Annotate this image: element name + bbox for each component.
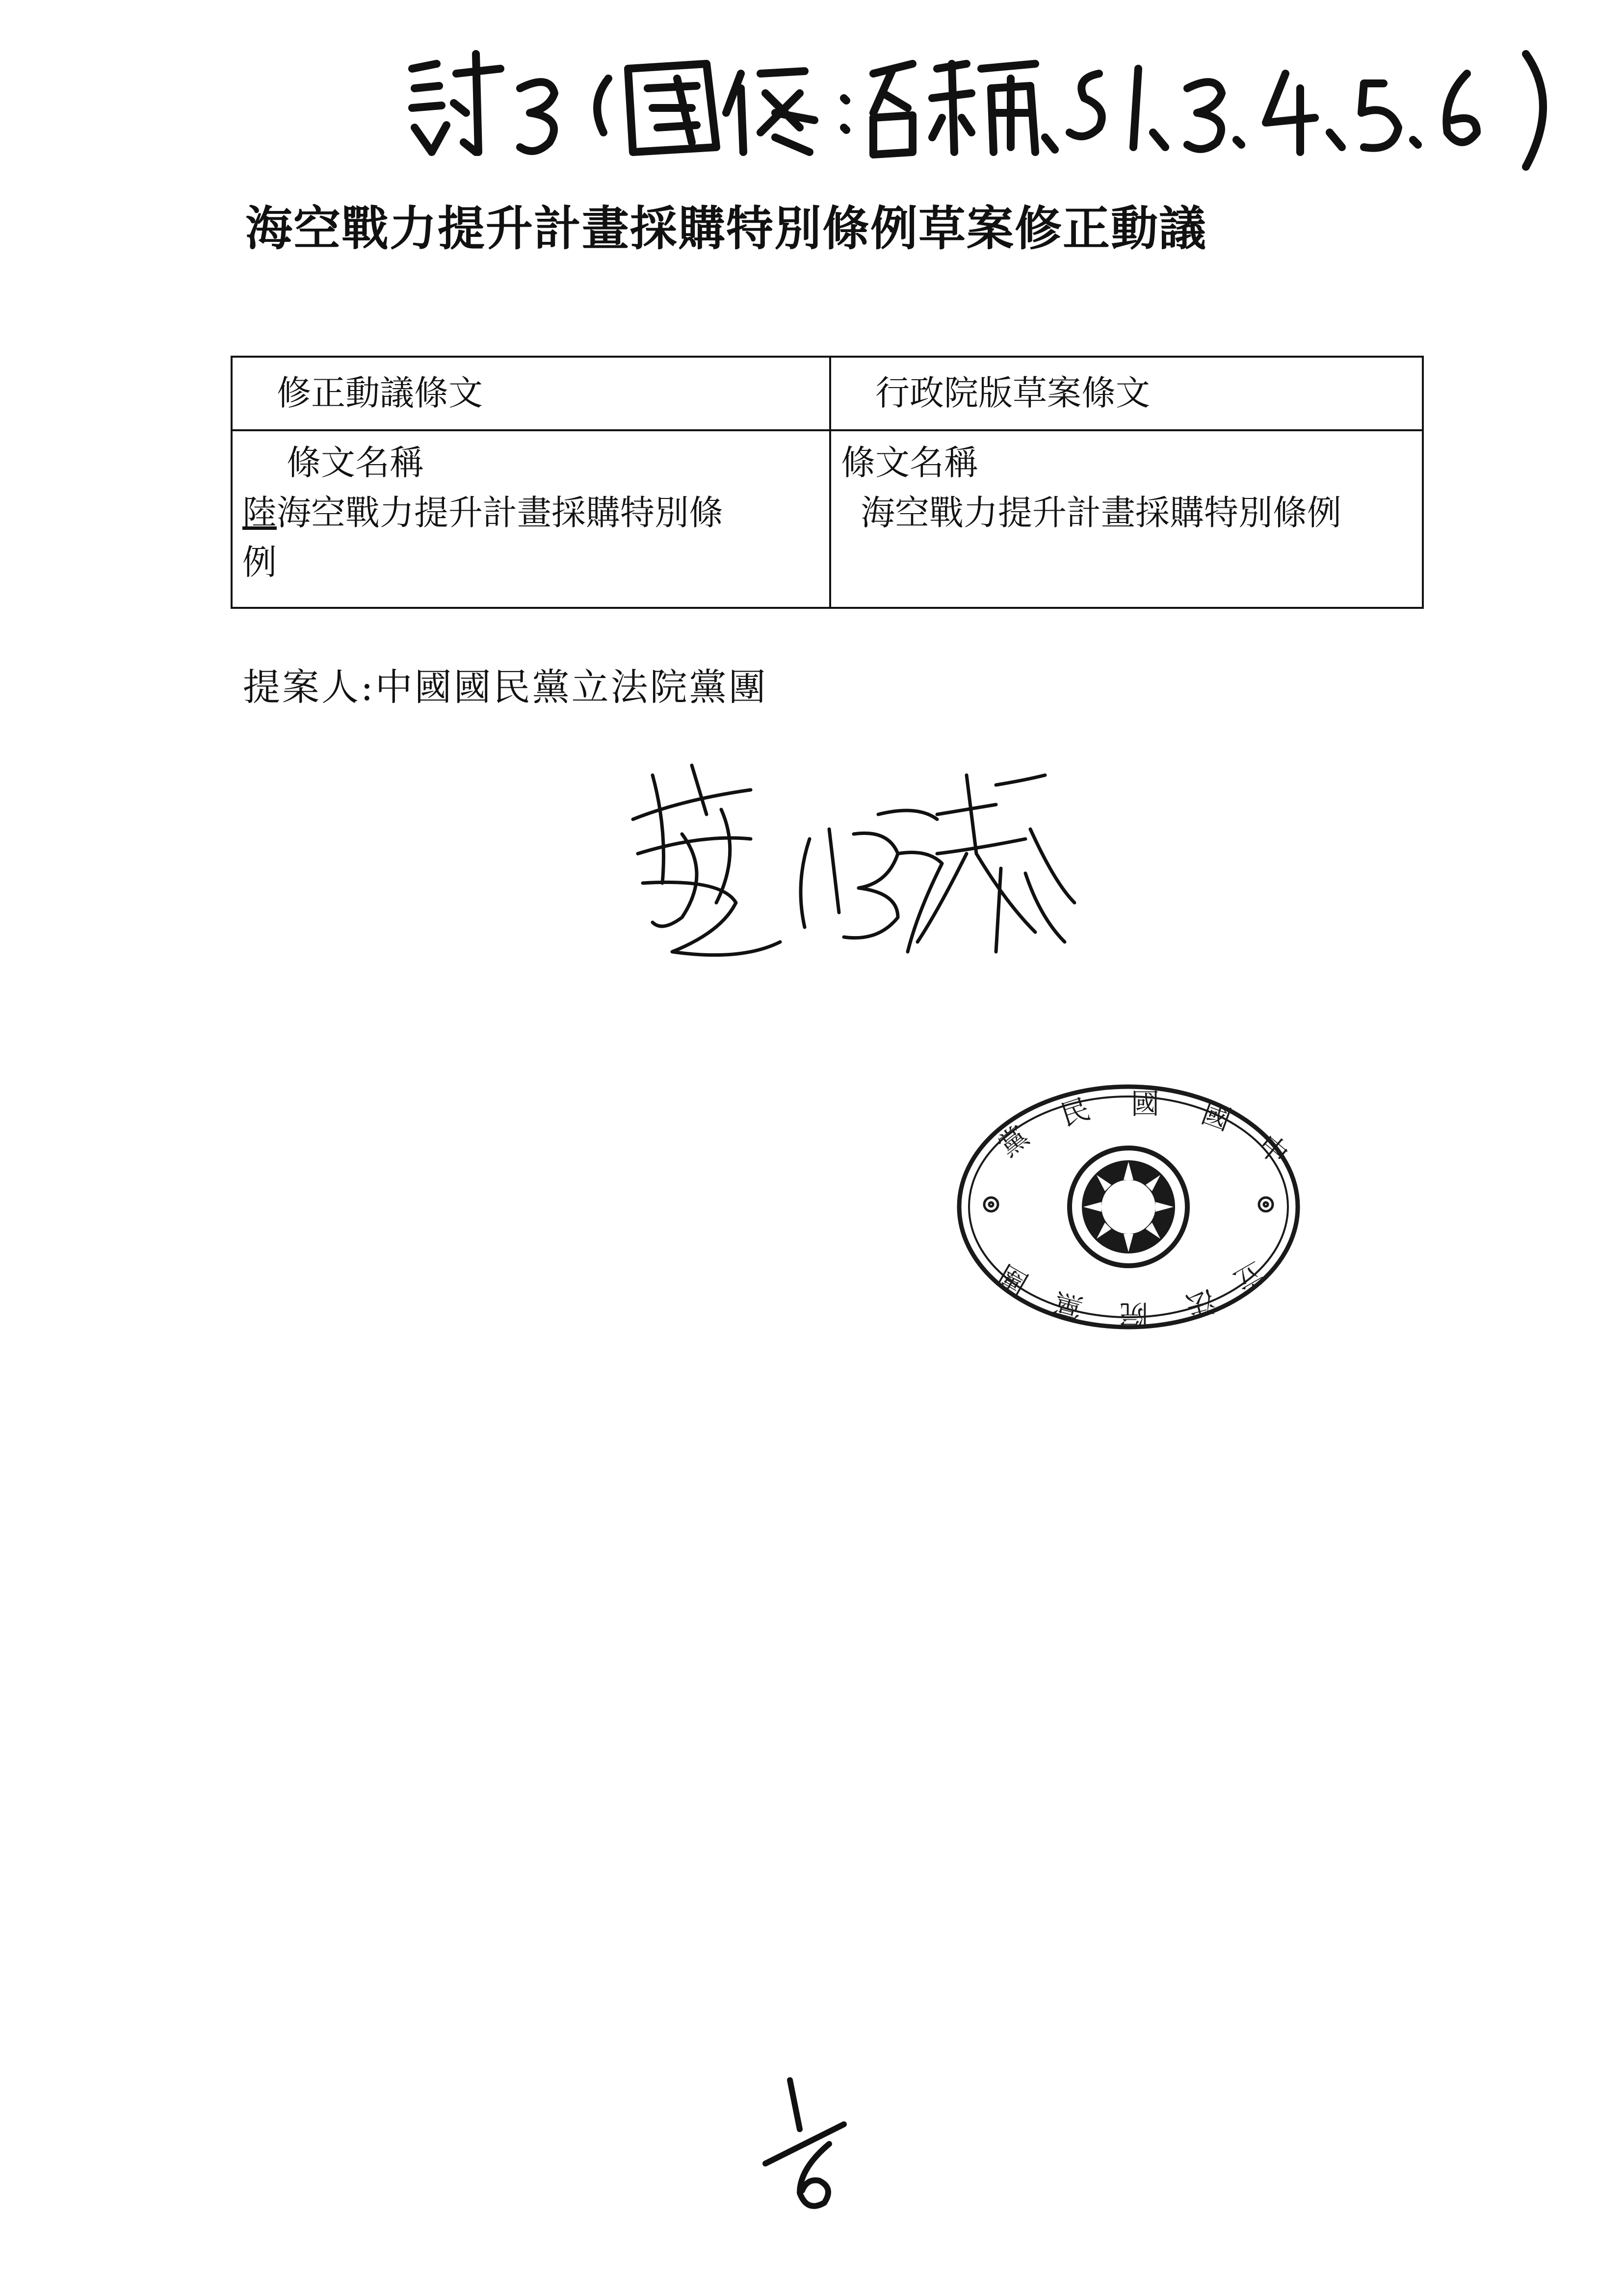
handwritten-header-annotation: [402, 34, 1580, 172]
table-header-row: [232, 357, 1423, 430]
header-amendment-articles: 修正動議條文: [232, 357, 830, 430]
amendment-text-line2: 例: [242, 542, 277, 582]
amendment-article-label: 條文名稱: [287, 443, 424, 483]
comparison-table: [231, 356, 1424, 609]
amendment-text-line1: 海空戰力提升計畫採購特別條: [277, 492, 723, 533]
executive-article-label: 條文名稱: [841, 443, 978, 483]
header-executive-draft-articles: 行政院版草案條文: [830, 357, 1423, 430]
page-number-icon: [746, 2070, 864, 2218]
document-title: 海空戰力提升計畫採購特別條例草案修正動議: [245, 201, 1207, 256]
seal-char: 國: [1197, 1096, 1235, 1137]
executive-article-text: 海空戰力提升計畫採購特別條例: [861, 492, 1341, 533]
seal-char: 黨: [1049, 1286, 1086, 1326]
party-seal-stamp: [952, 1079, 1305, 1334]
party-emblem-icon: [1070, 1148, 1187, 1266]
table-row: [232, 430, 1423, 608]
executive-draft-article-cell: [830, 430, 1423, 608]
handwritten-signature: [623, 756, 1114, 991]
signature-icon: [623, 756, 1114, 991]
seal-char: 院: [1119, 1298, 1148, 1331]
seal-char: 法: [1182, 1283, 1219, 1324]
seal-char: 民: [1056, 1092, 1094, 1133]
seal-char: 立: [1228, 1254, 1269, 1298]
seal-icon: [952, 1079, 1305, 1334]
amendment-article-text: [242, 488, 819, 538]
seal-char: 中: [1252, 1127, 1295, 1172]
seal-top-text: [992, 1087, 1295, 1172]
seal-char: 國: [1131, 1087, 1160, 1121]
inserted-character: 陸: [242, 492, 277, 533]
seal-char: 團: [992, 1257, 1034, 1301]
handwritten-header-icon: [402, 34, 1580, 172]
amendment-article-cell: [232, 430, 830, 608]
proposer-line: 提案人:中國國民黨立法院黨團: [243, 665, 768, 709]
seal-char: 黨: [992, 1119, 1035, 1164]
handwritten-page-number: [746, 2070, 864, 2218]
